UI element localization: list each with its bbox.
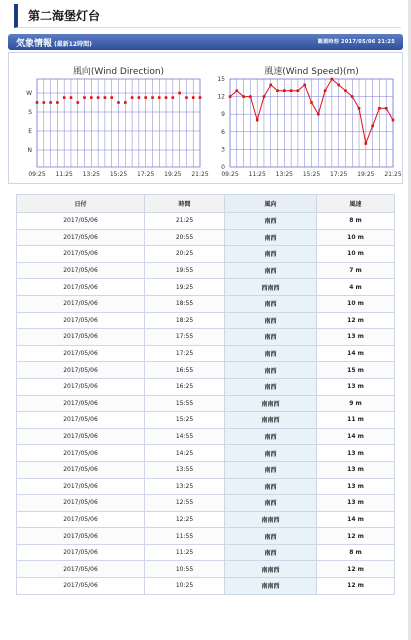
- cell-direction: 南西: [225, 544, 317, 561]
- wind-direction-point: [151, 96, 154, 99]
- wind-speed-point: [263, 95, 266, 98]
- wind-direction-point: [138, 96, 141, 99]
- table-header-row: [17, 195, 395, 213]
- wind-table: [16, 194, 395, 595]
- cell-direction: 南西: [225, 213, 317, 230]
- wind-speed-point: [392, 119, 395, 122]
- table-row: [17, 528, 395, 545]
- wind-direction-point: [158, 96, 161, 99]
- cell-speed: 15 m: [317, 362, 395, 379]
- wind-direction-chart: [16, 63, 209, 181]
- cell-direction: 南西: [225, 295, 317, 312]
- cell-direction: 南南西: [225, 561, 317, 578]
- cell-speed: 13 m: [317, 445, 395, 462]
- chart-title: 風向(Wind Direction): [72, 67, 165, 77]
- cell-direction: 南西: [225, 461, 317, 478]
- table-row: [17, 362, 395, 379]
- cell-date: 2017/05/06: [17, 412, 145, 429]
- cell-date: 2017/05/06: [17, 495, 145, 512]
- wind-direction-point: [104, 96, 107, 99]
- cell-direction: 南西: [225, 495, 317, 512]
- cell-time: 11:25: [145, 544, 225, 561]
- section-subtitle: (最新12時間): [54, 41, 92, 48]
- cell-speed: 10 m: [317, 246, 395, 263]
- cell-date: 2017/05/06: [17, 229, 145, 246]
- wind-speed-point: [378, 107, 381, 110]
- cell-direction: 南西: [225, 428, 317, 445]
- cell-speed: 8 m: [317, 544, 395, 561]
- wind-speed-point: [283, 89, 286, 92]
- table-row: [17, 578, 395, 595]
- wind-speed-point: [344, 89, 347, 92]
- wind-speed-point: [365, 142, 368, 145]
- x-tick-label: 13:25: [275, 171, 293, 178]
- wind-direction-point: [90, 96, 93, 99]
- observed-time: [318, 38, 395, 45]
- x-tick-label: 15:25: [302, 171, 321, 178]
- cell-time: 15:25: [145, 412, 225, 429]
- observed-label: 観測時刻: [317, 39, 339, 45]
- cell-speed: 13 m: [317, 478, 395, 495]
- wind-speed-point: [276, 89, 279, 92]
- cell-time: 21:25: [145, 213, 225, 230]
- cell-speed: 4 m: [317, 279, 395, 296]
- wind-direction-point: [117, 101, 120, 104]
- wind-speed-point: [290, 89, 293, 92]
- cell-direction: 南西: [225, 445, 317, 462]
- cell-date: 2017/05/06: [17, 511, 145, 528]
- wind-speed-point: [303, 84, 306, 87]
- wind-direction-point: [110, 96, 113, 99]
- column-header-direction: 風向: [225, 195, 317, 213]
- cell-direction: 南南西: [225, 412, 317, 429]
- wind-direction-point: [83, 96, 86, 99]
- table-row: [17, 395, 395, 412]
- table-row: [17, 262, 395, 279]
- page-title: [14, 4, 401, 28]
- cell-direction: 南南西: [225, 395, 317, 412]
- cell-direction: 南西: [225, 312, 317, 329]
- cell-time: 13:55: [145, 461, 225, 478]
- wind-direction-point: [97, 96, 100, 99]
- cell-direction: 南西: [225, 528, 317, 545]
- table-row: [17, 345, 395, 362]
- wind-speed-point: [317, 113, 320, 116]
- cell-direction: 南西: [225, 378, 317, 395]
- cell-direction: 南西: [225, 478, 317, 495]
- wind-direction-point: [56, 101, 59, 104]
- cell-date: 2017/05/06: [17, 395, 145, 412]
- wind-speed-point: [242, 95, 245, 98]
- wind-speed-point: [270, 84, 273, 87]
- y-tick-label: W: [26, 90, 32, 97]
- cell-speed: 13 m: [317, 461, 395, 478]
- cell-date: 2017/05/06: [17, 246, 145, 263]
- cell-time: 12:25: [145, 511, 225, 528]
- cell-date: 2017/05/06: [17, 561, 145, 578]
- x-tick-label: 11:25: [248, 171, 266, 178]
- wind-speed-chart: [209, 63, 402, 181]
- cell-direction: 南南西: [225, 578, 317, 595]
- cell-direction: 西南西: [225, 279, 317, 296]
- section-title: [16, 36, 92, 49]
- cell-time: 14:55: [145, 428, 225, 445]
- wind-speed-point: [358, 107, 361, 110]
- cell-date: 2017/05/06: [17, 478, 145, 495]
- wind-direction-point: [131, 96, 134, 99]
- cell-time: 19:25: [145, 279, 225, 296]
- table-row: [17, 279, 395, 296]
- wind-direction-point: [172, 96, 175, 99]
- x-tick-label: 17:25: [137, 171, 155, 178]
- cell-speed: 12 m: [317, 578, 395, 595]
- table-row: [17, 561, 395, 578]
- cell-date: 2017/05/06: [17, 428, 145, 445]
- wind-direction-point: [144, 96, 147, 99]
- cell-date: 2017/05/06: [17, 262, 145, 279]
- table-row: [17, 544, 395, 561]
- wind-speed-point: [331, 78, 334, 81]
- wind-table-wrapper: [16, 194, 395, 595]
- wind-direction-point: [192, 96, 195, 99]
- table-row: [17, 229, 395, 246]
- wind-speed-point: [297, 89, 300, 92]
- cell-date: 2017/05/06: [17, 445, 145, 462]
- table-row: [17, 295, 395, 312]
- cell-speed: 12 m: [317, 312, 395, 329]
- x-tick-label: 11:25: [55, 171, 73, 178]
- table-row: [17, 329, 395, 346]
- cell-direction: 南西: [225, 246, 317, 263]
- y-tick-label: 12: [217, 93, 225, 101]
- wind-direction-point: [165, 96, 168, 99]
- cell-speed: 13 m: [317, 378, 395, 395]
- y-tick-label: 6: [221, 128, 225, 136]
- wind-speed-point: [385, 107, 388, 110]
- cell-time: 16:55: [145, 362, 225, 379]
- table-row: [17, 445, 395, 462]
- cell-direction: 南南西: [225, 511, 317, 528]
- cell-date: 2017/05/06: [17, 213, 145, 230]
- cell-time: 12:55: [145, 495, 225, 512]
- table-row: [17, 495, 395, 512]
- cell-speed: 14 m: [317, 511, 395, 528]
- y-tick-label: S: [28, 109, 32, 116]
- x-tick-label: 21:25: [384, 171, 402, 178]
- table-row: [17, 428, 395, 445]
- cell-speed: 7 m: [317, 262, 395, 279]
- cell-time: 20:25: [145, 246, 225, 263]
- cell-time: 18:55: [145, 295, 225, 312]
- table-row: [17, 511, 395, 528]
- cell-speed: 10 m: [317, 295, 395, 312]
- cell-date: 2017/05/06: [17, 528, 145, 545]
- y-tick-label: 3: [221, 146, 225, 154]
- cell-speed: 11 m: [317, 412, 395, 429]
- cell-speed: 12 m: [317, 528, 395, 545]
- page-title-text: 第二海堡灯台: [28, 9, 101, 23]
- table-row: [17, 412, 395, 429]
- cell-direction: 南西: [225, 262, 317, 279]
- cell-date: 2017/05/06: [17, 295, 145, 312]
- cell-time: 15:55: [145, 395, 225, 412]
- wind-speed-point: [371, 125, 374, 128]
- cell-speed: 9 m: [317, 395, 395, 412]
- wind-speed-point: [324, 89, 327, 92]
- cell-speed: 13 m: [317, 495, 395, 512]
- cell-time: 19:55: [145, 262, 225, 279]
- section-title-text: 気象情報: [16, 39, 53, 49]
- table-row: [17, 246, 395, 263]
- cell-time: 18:25: [145, 312, 225, 329]
- chart-title: 風速(Wind Speed)(m): [264, 67, 359, 77]
- cell-date: 2017/05/06: [17, 312, 145, 329]
- x-tick-label: 19:25: [357, 171, 375, 178]
- table-row: [17, 461, 395, 478]
- cell-direction: 南西: [225, 229, 317, 246]
- cell-date: 2017/05/06: [17, 378, 145, 395]
- x-tick-label: 09:25: [28, 171, 46, 178]
- cell-time: 10:25: [145, 578, 225, 595]
- cell-speed: 12 m: [317, 561, 395, 578]
- column-header-time: 時間: [145, 195, 225, 213]
- x-tick-label: 21:25: [191, 171, 209, 178]
- wind-direction-point: [70, 96, 73, 99]
- y-tick-label: 15: [217, 76, 225, 83]
- wind-speed-point: [256, 119, 259, 122]
- wind-speed-point: [351, 95, 354, 98]
- wind-direction-point: [49, 101, 52, 104]
- cell-speed: 14 m: [317, 345, 395, 362]
- cell-speed: 14 m: [317, 428, 395, 445]
- wind-direction-point: [77, 101, 80, 104]
- cell-time: 11:55: [145, 528, 225, 545]
- cell-time: 13:25: [145, 478, 225, 495]
- cell-time: 17:25: [145, 345, 225, 362]
- table-row: [17, 312, 395, 329]
- observed-value: 2017/05/06 21:25: [341, 39, 395, 45]
- wind-speed-point: [310, 101, 313, 104]
- wind-speed-point: [249, 95, 252, 98]
- wind-direction-point: [199, 96, 202, 99]
- x-tick-label: 09:25: [221, 171, 239, 178]
- column-header-speed: 風速: [317, 195, 395, 213]
- cell-date: 2017/05/06: [17, 578, 145, 595]
- cell-direction: 南西: [225, 329, 317, 346]
- cell-time: 16:25: [145, 378, 225, 395]
- table-row: [17, 213, 395, 230]
- wind-direction-point: [63, 96, 66, 99]
- wind-direction-point: [43, 101, 46, 104]
- cell-speed: 10 m: [317, 229, 395, 246]
- y-tick-label: 9: [221, 111, 225, 119]
- y-tick-label: E: [28, 128, 32, 135]
- x-tick-label: 19:25: [164, 171, 182, 178]
- cell-time: 20:55: [145, 229, 225, 246]
- cell-date: 2017/05/06: [17, 279, 145, 296]
- x-tick-label: 13:25: [82, 171, 100, 178]
- cell-time: 17:55: [145, 329, 225, 346]
- y-tick-label: 0: [221, 164, 225, 171]
- cell-speed: 8 m: [317, 213, 395, 230]
- wind-speed-point: [229, 95, 232, 98]
- cell-date: 2017/05/06: [17, 345, 145, 362]
- wind-direction-point: [178, 92, 181, 95]
- cell-time: 14:25: [145, 445, 225, 462]
- table-row: [17, 478, 395, 495]
- wind-direction-point: [124, 101, 127, 104]
- wind-direction-point: [185, 96, 188, 99]
- column-header-date: 日付: [17, 195, 145, 213]
- wind-direction-point: [36, 101, 39, 104]
- cell-date: 2017/05/06: [17, 362, 145, 379]
- cell-direction: 南西: [225, 362, 317, 379]
- cell-speed: 13 m: [317, 329, 395, 346]
- cell-time: 10:55: [145, 561, 225, 578]
- cell-date: 2017/05/06: [17, 329, 145, 346]
- y-tick-label: N: [27, 147, 32, 154]
- wind-speed-point: [337, 84, 340, 87]
- weather-section-header: [8, 34, 403, 50]
- cell-date: 2017/05/06: [17, 461, 145, 478]
- cell-direction: 南西: [225, 345, 317, 362]
- wind-speed-point: [236, 89, 239, 92]
- table-row: [17, 378, 395, 395]
- x-tick-label: 17:25: [330, 171, 348, 178]
- x-tick-label: 15:25: [109, 171, 128, 178]
- cell-date: 2017/05/06: [17, 544, 145, 561]
